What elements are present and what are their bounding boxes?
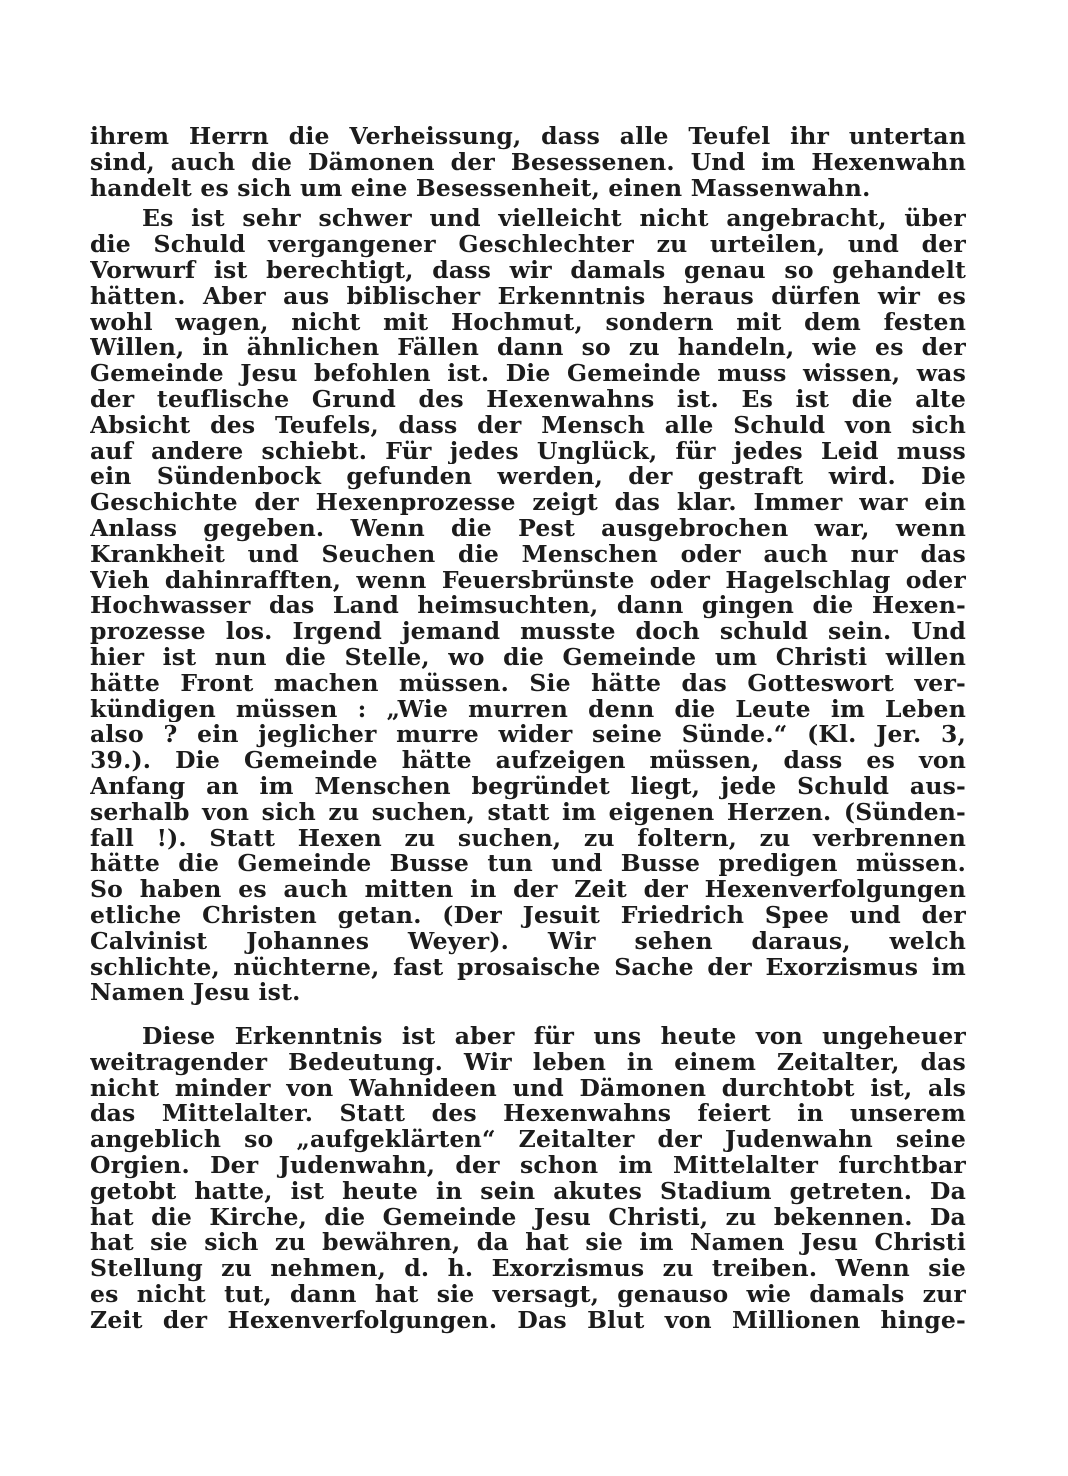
- text-line: Willen, in ähnlichen Fällen dann so zu handeln, wie es der: [90, 335, 966, 362]
- text-line: prozesse los. Irgend jemand musste doch schuld sein. Und: [90, 619, 966, 645]
- text-line: Es ist sehr schwer und vielleicht nicht angebracht, über: [142, 206, 966, 233]
- text-line: es nicht tut, dann hat sie versagt, genauso wie damals zur: [90, 1282, 966, 1308]
- page-text: [90, 124, 966, 1334]
- text-line: etliche Christen getan. (Der Jesuit Friedrich Spee und der: [90, 902, 966, 929]
- text-line: hätte Front machen müssen. Sie hätte das Gotteswort ver-: [90, 670, 966, 697]
- text-line: handelt es sich um eine Besessenheit, einen Massenwahn.: [90, 175, 871, 202]
- text-line: auf andere schiebt. Für jedes Unglück, für jedes Leid muss: [90, 438, 966, 465]
- text-line: der teuflische Grund des Hexenwahns ist. Es ist die alte: [90, 386, 966, 413]
- text-line: ein Sündenbock gefunden werden, der gestraft wird. Die: [90, 464, 966, 491]
- text-line: kündigen müssen : „Wie murren denn die Leute im Leben: [90, 696, 966, 723]
- text-line: weitragender Bedeutung. Wir leben in einem Zeitalter, das: [90, 1049, 966, 1076]
- text-line: das Mittelalter. Statt des Hexenwahns feiert in unserem: [90, 1101, 966, 1128]
- text-line: Stellung zu nehmen, d. h. Exorzismus zu treiben. Wenn sie: [90, 1256, 966, 1283]
- text-line: Vorwurf ist berechtigt, dass wir damals genau so gehandelt: [90, 257, 966, 284]
- paragraph-3: [90, 1024, 966, 1334]
- paragraph-1: [90, 124, 966, 201]
- text-line: also ? ein jeglicher murre wider seine Sünde.“ (Kl. Jer. 3,: [90, 722, 966, 749]
- text-line: Orgien. Der Judenwahn, der schon im Mittelalter furchtbar: [90, 1153, 966, 1179]
- text-line: Zeit der Hexenverfolgungen. Das Blut von Millionen hinge-: [90, 1307, 966, 1334]
- text-line: hier ist nun die Stelle, wo die Gemeinde um Christi willen: [90, 644, 966, 671]
- text-line: sind, auch die Dämonen der Besessenen. Und im Hexenwahn: [90, 149, 966, 176]
- text-line: wohl wagen, nicht mit Hochmut, sondern mit dem festen: [90, 309, 966, 336]
- text-line: hätten. Aber aus biblischer Erkenntnis heraus dürfen wir es: [90, 283, 966, 310]
- text-line: die Schuld vergangener Geschlechter zu urteilen, und der: [90, 232, 966, 258]
- paragraph-2: [90, 206, 966, 1006]
- text-line: angeblich so „aufgeklärten“ Zeitalter der Judenwahn seine: [90, 1127, 966, 1154]
- text-line: Gemeinde Jesu befohlen ist. Die Gemeinde muss wissen, was: [90, 361, 966, 387]
- text-line: getobt hatte, ist heute in sein akutes Stadium getreten. Da: [90, 1178, 966, 1205]
- text-line: Anlass gegeben. Wenn die Pest ausgebrochen war, wenn: [90, 515, 966, 542]
- text-line: 39.). Die Gemeinde hätte aufzeigen müssen, dass es von: [90, 748, 966, 774]
- text-line: Absicht des Teufels, dass der Mensch alle Schuld von sich: [90, 412, 966, 439]
- text-line: Diese Erkenntnis ist aber für uns heute von ungeheuer: [142, 1024, 966, 1050]
- text-line: Hochwasser das Land heimsuchten, dann gingen die Hexen-: [90, 593, 966, 620]
- text-line: hat die Kirche, die Gemeinde Jesu Christi, zu bekennen. Da: [90, 1204, 966, 1231]
- text-line: So haben es auch mitten in der Zeit der Hexenverfolgungen: [90, 877, 966, 903]
- text-line: Geschichte der Hexenprozesse zeigt das klar. Immer war ein: [90, 490, 966, 516]
- text-line: nicht minder von Wahnideen und Dämonen durchtobt ist, als: [90, 1075, 966, 1102]
- text-line: schlichte, nüchterne, fast prosaische Sache der Exorzismus im: [90, 954, 966, 981]
- text-line: Vieh dahinrafften, wenn Feuersbrünste oder Hagelschlag oder: [90, 567, 966, 594]
- text-line: ihrem Herrn die Verheissung, dass alle Teufel ihr untertan: [90, 124, 966, 150]
- text-line: hätte die Gemeinde Busse tun und Busse predigen müssen.: [90, 851, 966, 878]
- text-line: serhalb von sich zu suchen, statt im eigenen Herzen. (Sünden-: [90, 799, 966, 826]
- text-line: hat sie sich zu bewähren, da hat sie im Namen Jesu Christi: [90, 1230, 966, 1257]
- text-line: Calvinist Johannes Weyer). Wir sehen daraus, welch: [90, 928, 966, 955]
- text-line: Krankheit und Seuchen die Menschen oder auch nur das: [90, 541, 966, 568]
- text-line: Anfang an im Menschen begründet liegt, jede Schuld aus-: [90, 773, 966, 800]
- text-line: Namen Jesu ist.: [90, 980, 301, 1007]
- text-line: fall !). Statt Hexen zu suchen, zu foltern, zu verbrennen: [90, 825, 966, 852]
